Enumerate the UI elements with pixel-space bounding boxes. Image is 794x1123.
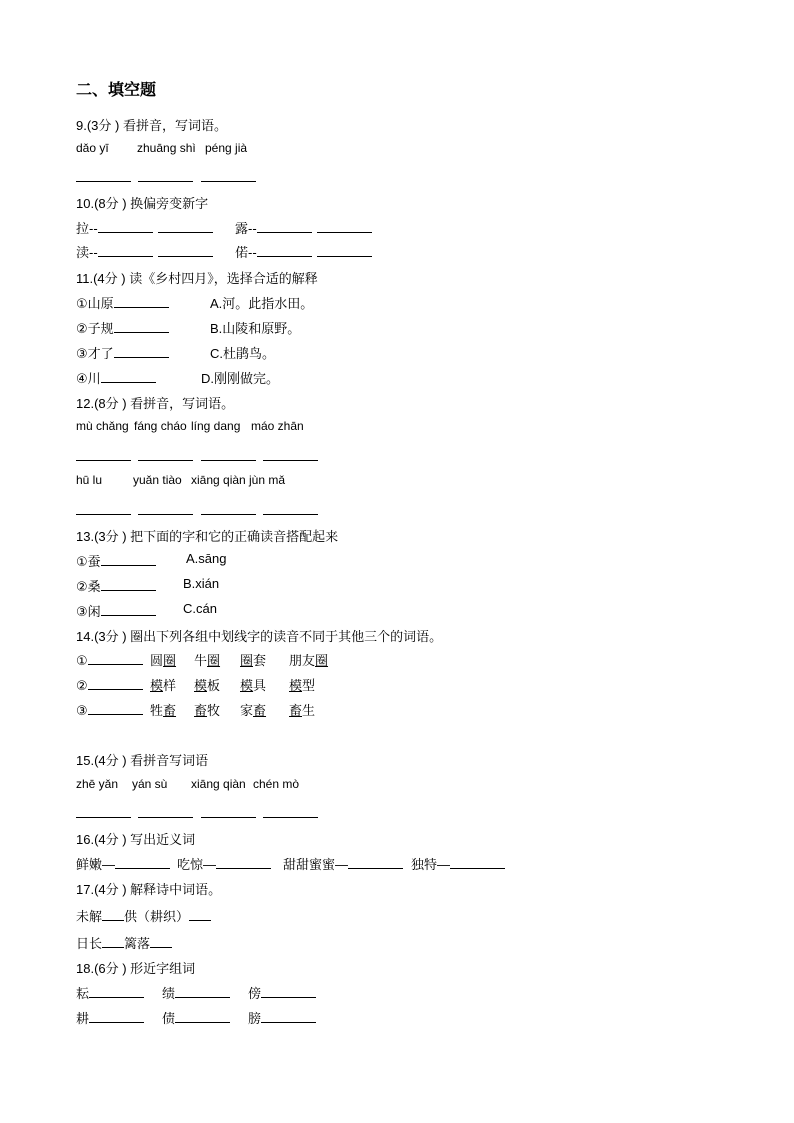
q14-word[interactable] [194, 700, 220, 719]
q10-blank[interactable] [158, 242, 213, 257]
q12-pinyin-1: mù chǎng [76, 419, 129, 433]
q18-blank[interactable] [175, 1008, 230, 1023]
q10-row-2 [76, 242, 213, 261]
q12-pinyin-3: líng dang [191, 419, 241, 433]
q10-row-1 [76, 218, 213, 237]
underlined-char: 畜 [163, 703, 177, 718]
q12-pinyin-2: fáng cháo [134, 419, 187, 433]
q13-item-1: ①蚕 [76, 551, 156, 570]
q16-blank[interactable] [348, 854, 403, 869]
word-part: 家 [240, 703, 254, 718]
q11-option-d: D.刚刚做完。 [201, 371, 280, 386]
q14-word[interactable] [289, 700, 315, 719]
word-part: 朋友 [289, 653, 316, 668]
q14-row [76, 675, 143, 694]
q16-word-4: 独特— [411, 854, 505, 873]
underlined-char: 畜 [253, 703, 267, 718]
q16-blank[interactable] [450, 854, 505, 869]
word-part: 生 [302, 703, 316, 718]
q11-blank[interactable] [101, 368, 156, 383]
word-part: 型 [302, 678, 316, 693]
q13-item-3: ③闲 [76, 601, 156, 620]
word-part: 牛 [194, 653, 208, 668]
question-11-stem: 11.(4分 ) 读《乡村四月》，选择合适的解释 [76, 271, 318, 286]
q15-pinyin-3: xiāng qiàn [191, 777, 246, 791]
underlined-char: 圈 [207, 653, 221, 668]
q10-blank[interactable] [98, 242, 153, 257]
q14-word[interactable] [289, 650, 328, 669]
q14-word[interactable] [194, 675, 220, 694]
q14-row [76, 700, 143, 719]
q10-blank[interactable] [317, 218, 372, 233]
q14-blank[interactable] [88, 675, 143, 690]
q13-option-a: A.sāng [186, 551, 227, 566]
q11-item-3: ③才了 [76, 343, 169, 362]
q17-line-1: 未解 供（耕织） [76, 906, 211, 925]
q14-row-number: ② [76, 678, 88, 693]
q16-word-1: 鲜嫩— [76, 854, 170, 873]
question-17-stem: 17.(4分 ) 解释诗中词语。 [76, 882, 222, 897]
q10-char-4: 偌-- [235, 245, 257, 260]
question-9-stem: 9.(3分 ) 看拼音，写词语。 [76, 118, 227, 133]
q10-char-2: 露-- [235, 221, 257, 236]
q11-blank[interactable] [114, 318, 169, 333]
q12-answer-blanks-1[interactable] [76, 446, 318, 460]
q13-option-b: B.xián [183, 576, 220, 591]
underlined-char: 圈 [240, 653, 254, 668]
q14-word[interactable] [289, 675, 315, 694]
q14-row-number: ① [76, 653, 88, 668]
q12-pinyin-7: xiāng qiàn [191, 473, 246, 487]
q9-pinyin-2: zhuāng shì [137, 141, 196, 155]
word-part: 样 [163, 678, 177, 693]
q12-pinyin-8: jùn mǎ [249, 473, 286, 487]
q16-blank[interactable] [216, 854, 271, 869]
q11-blank[interactable] [114, 293, 169, 308]
q14-row [76, 650, 143, 669]
q13-blank[interactable] [101, 551, 156, 566]
q12-pinyin-4: máo zhān [251, 419, 304, 433]
q12-pinyin-6: yuǎn tiào [133, 473, 182, 487]
q16-word-3: 甜甜蜜蜜— [283, 854, 403, 873]
word-part: 圆 [150, 653, 164, 668]
q18-blank[interactable] [89, 1008, 144, 1023]
q11-option-a: A.河。此指水田。 [210, 296, 314, 311]
q14-word[interactable] [240, 650, 266, 669]
underlined-char: 畜 [289, 703, 303, 718]
q18-blank[interactable] [175, 983, 230, 998]
q14-word[interactable] [150, 650, 176, 669]
question-15-stem: 15.(4分 ) 看拼音写词语 [76, 753, 209, 768]
word-part: 套 [253, 653, 267, 668]
q13-option-c: C.cán [183, 601, 217, 616]
q17-blank[interactable] [102, 933, 124, 948]
underlined-char: 模 [240, 678, 254, 693]
q10-blank[interactable] [98, 218, 153, 233]
question-18-stem: 18.(6分 ) 形近字组词 [76, 961, 196, 976]
q11-option-c: C.杜鹃鸟。 [210, 346, 276, 361]
q14-word[interactable] [150, 700, 176, 719]
question-14-stem: 14.(3分 ) 圈出下列各组中划线字的读音不同于其他三个的词语。 [76, 629, 443, 644]
q18-r2-3: 膀 [248, 1008, 316, 1027]
q14-blank[interactable] [88, 700, 143, 715]
q11-item-4: ④川 [76, 368, 156, 387]
q12-answer-blanks-2[interactable] [76, 500, 318, 514]
q13-blank[interactable] [101, 576, 156, 591]
q15-pinyin-1: zhē yǎn [76, 777, 119, 791]
q14-word[interactable] [150, 675, 176, 694]
q11-blank[interactable] [114, 343, 169, 358]
underlined-char: 模 [289, 678, 303, 693]
q17-line-2: 日长 篱落 [76, 933, 172, 952]
word-part: 牧 [207, 703, 221, 718]
underlined-char: 畜 [194, 703, 208, 718]
q14-blank[interactable] [88, 650, 143, 665]
q10-blank[interactable] [257, 242, 312, 257]
underlined-char: 模 [150, 678, 164, 693]
q10-blank[interactable] [257, 218, 312, 233]
q9-answer-blanks[interactable] [76, 167, 256, 181]
q12-pinyin-5: hū lu [76, 473, 103, 487]
q9-pinyin-3: péng jià [205, 141, 248, 155]
q17-blank[interactable] [150, 933, 172, 948]
q11-item-1: ①山原 [76, 293, 169, 312]
q17-blank[interactable] [189, 906, 211, 921]
word-part: 具 [253, 678, 267, 693]
q14-word[interactable] [240, 700, 266, 719]
q18-r2-2: 债 [162, 1008, 230, 1027]
q16-blank[interactable] [115, 854, 170, 869]
q13-item-2: ②桑 [76, 576, 156, 595]
q17-blank[interactable] [102, 906, 124, 921]
q18-blank[interactable] [261, 1008, 316, 1023]
q18-r1-3: 傍 [248, 983, 316, 1002]
underlined-char: 模 [194, 678, 208, 693]
section-title: 二、填空题 [76, 82, 157, 99]
q14-word[interactable] [240, 675, 266, 694]
word-part: 牲 [150, 703, 164, 718]
q10-blank[interactable] [317, 242, 372, 257]
q16-word-2: 吃惊— [177, 854, 271, 873]
question-13-stem: 13.(3分 ) 把下面的字和它的正确读音搭配起来 [76, 529, 339, 544]
question-16-stem: 16.(4分 ) 写出近义词 [76, 832, 196, 847]
q15-pinyin-4: chén mò [253, 777, 300, 791]
q10-char-1: 拉-- [76, 221, 98, 236]
question-10-stem: 10.(8分 ) 换偏旁变新字 [76, 196, 209, 211]
word-part: 板 [207, 678, 221, 693]
q10-blank[interactable] [158, 218, 213, 233]
q18-blank[interactable] [261, 983, 316, 998]
q13-blank[interactable] [101, 601, 156, 616]
q18-r2-1: 耕 [76, 1008, 144, 1027]
q18-r1-2: 绩 [162, 983, 230, 1002]
q14-row-number: ③ [76, 703, 88, 718]
q11-item-2: ②子规 [76, 318, 169, 337]
underlined-char: 圈 [315, 653, 329, 668]
q18-r1-1: 耘 [76, 983, 144, 1002]
q11-option-b: B.山陵和原野。 [210, 321, 301, 336]
q15-pinyin-2: yán sù [132, 777, 168, 791]
q15-answer-blanks[interactable] [76, 803, 318, 817]
underlined-char: 圈 [163, 653, 177, 668]
question-12-stem: 12.(8分 ) 看拼音，写词语。 [76, 396, 235, 411]
q10-row-1b [235, 218, 372, 237]
q10-row-2b [235, 242, 372, 261]
q18-blank[interactable] [89, 983, 144, 998]
q10-char-3: 渎-- [76, 245, 98, 260]
q14-word[interactable] [194, 650, 220, 669]
q9-pinyin-1: dǎo yī [76, 141, 109, 155]
